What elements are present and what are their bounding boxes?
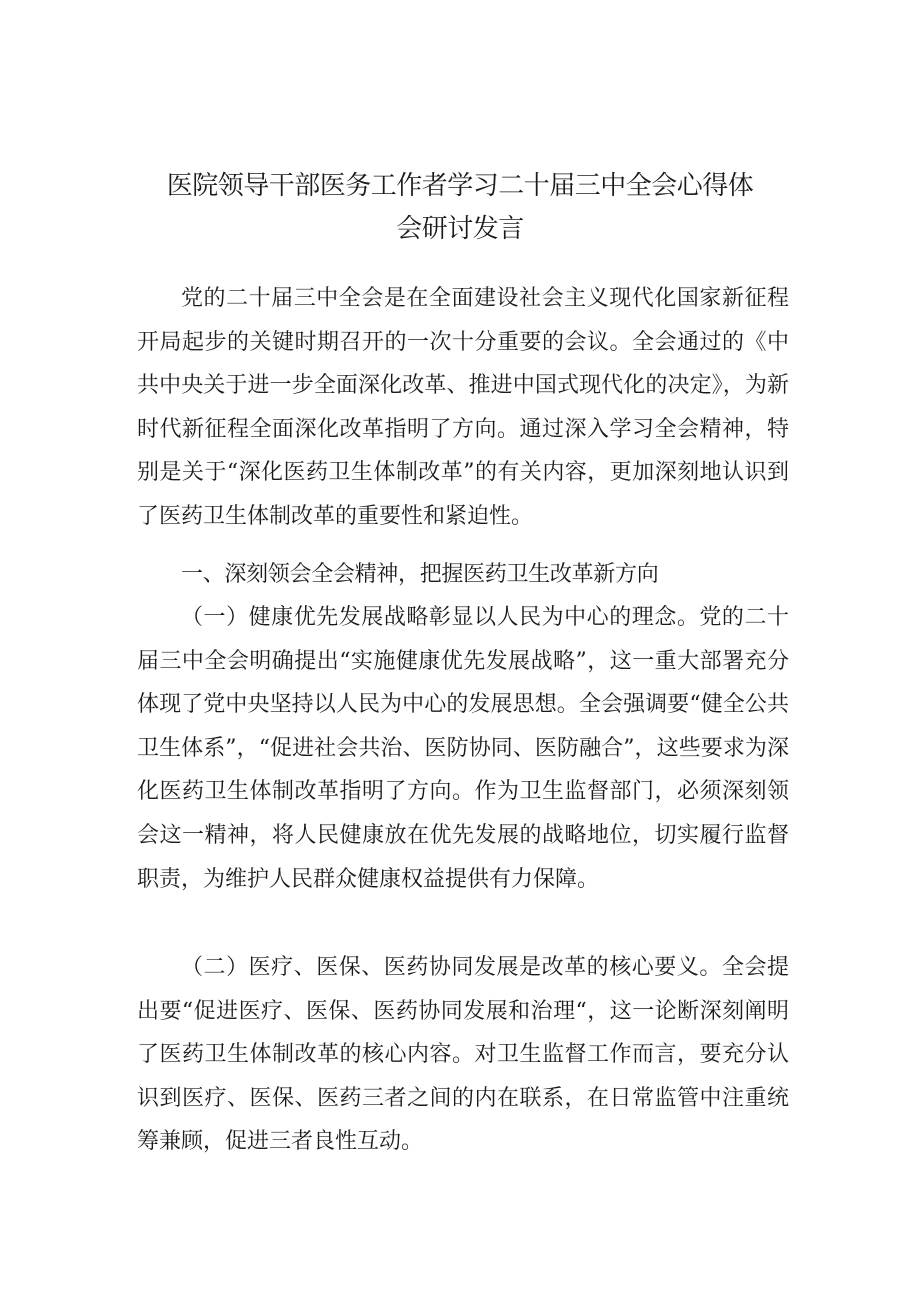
subsection-one-block [137,596,789,901]
subsection-one-paragraph: （一）健康优先发展战略彰显以人民为中心的理念。党的二十届三中全会明确提出“实施健康优先发展战略”，这一重大部署充分体现了党中央坚持以人民为中心的发展思想。全会强调要“健全公共卫生体系”，“促进社会共治、医防协同、医防融合”，这些要求为深化医药卫生体制改革指明了方向。作为卫生监督部门，必须深刻领会这一精神，将人民健康放在优先发展的战略地位，切实履行监督职责，为维护人民群众健康权益提供有力保障。 [137,605,789,892]
intro-paragraph: 党的二十届三中全会是在全面建设社会主义现代化国家新征程开局起步的关键时期召开的一次十分重要的会议。全会通过的《中共中央关于进一步全面深化改革、推进中国式现代化的决定》，为新时代新征程全面深化改革指明了方向。通过深入学习全会精神，特别是关于“深化医药卫生体制改革”的有关内容，更加深刻地认识到了医药卫生体制改革的重要性和紧迫性。 [137,286,789,529]
section-heading: 一、深刻领会全会精神，把握医药卫生改革新方向 [181,562,659,587]
document-title-line-1: 医院领导干部医务工作者学习二十届三中全会心得体 [166,171,754,201]
section-heading-block [137,553,789,597]
document-title-line-2: 会研讨发言 [396,214,524,244]
subsection-two-block [137,946,789,1164]
subsection-two-paragraph: （二）医疗、医保、医药协同发展是改革的核心要义。全会提出要“促进医疗、医保、医药协同发展和治理“，这一论断深刻阐明了医药卫生体制改革的核心内容。对卫生监督工作而言，要充分认识到医疗、医保、医药三者之间的内在联系，在日常监管中注重统筹兼顾，促进三者良性互动。 [137,955,789,1155]
intro-paragraph-block [137,277,789,539]
